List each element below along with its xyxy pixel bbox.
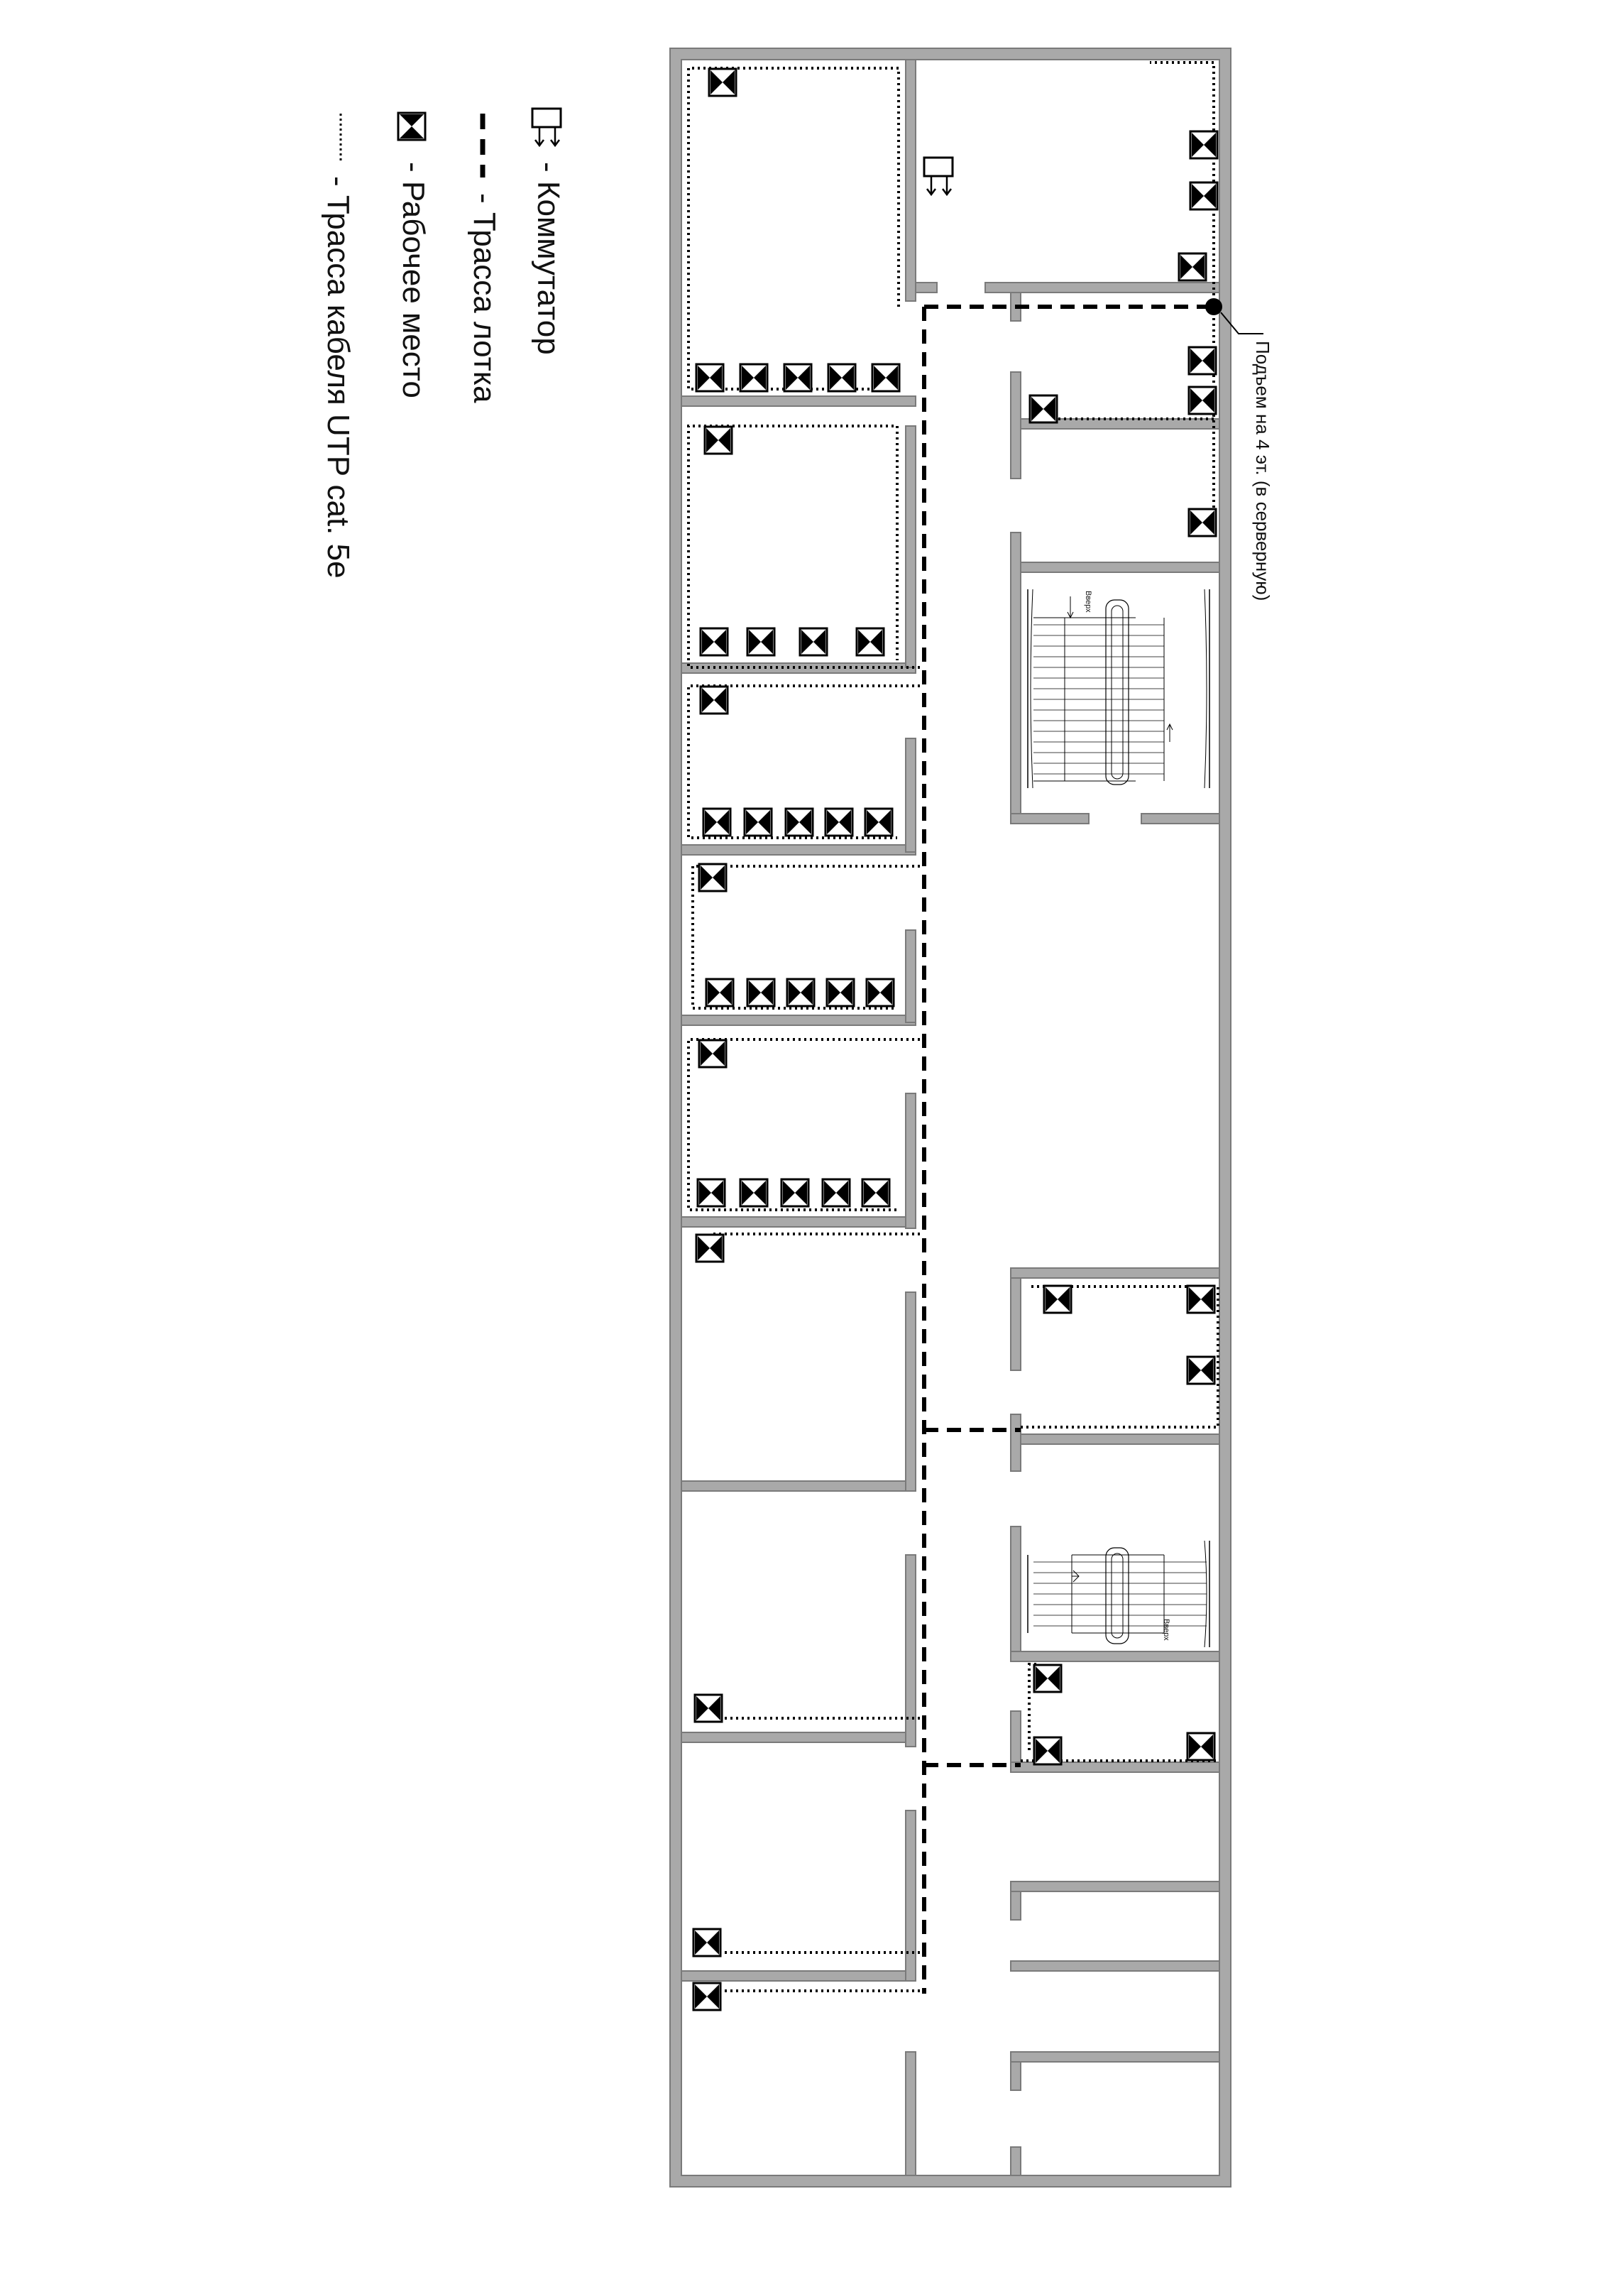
workplace-icon xyxy=(872,364,899,391)
wall-right-stair-1 xyxy=(1011,814,1089,824)
riser-point-icon xyxy=(1205,298,1222,315)
workplace-icon xyxy=(696,364,723,391)
wall-right-stair2-bottom xyxy=(1011,1651,1219,1661)
workplace-icon xyxy=(1187,1733,1214,1760)
workplace-icon xyxy=(1189,509,1216,536)
riser-label: Подъем на 4 эт. (в серверную) xyxy=(1252,341,1273,601)
corridor-wall-left-c xyxy=(906,738,916,852)
wall-right-room-bottom xyxy=(1021,1434,1219,1444)
workplace-icon xyxy=(693,1983,720,2010)
workplace-icon xyxy=(1189,347,1216,374)
workplace-icon xyxy=(825,809,852,836)
corridor-wall-left-f xyxy=(906,1292,916,1491)
workplace-icon xyxy=(698,1179,725,1206)
wall-right-room3-left xyxy=(1011,1891,1021,1920)
corridor-wall-left-e xyxy=(906,1093,916,1228)
workplace-icon xyxy=(706,979,733,1006)
legend-switch-icon xyxy=(532,109,561,146)
wall-right-pillar-2 xyxy=(1011,372,1021,479)
workplace-icon xyxy=(800,628,827,655)
corridor-wall-left-i xyxy=(906,2052,916,2175)
workplace-icon xyxy=(1189,387,1216,414)
wall-right-room-left xyxy=(1011,1278,1021,1370)
workplace-icon xyxy=(787,979,814,1006)
workplace-icon xyxy=(701,628,728,655)
workplace-icon xyxy=(784,364,811,391)
wall-left-3 xyxy=(681,845,916,855)
wall-right-room2-left xyxy=(1011,1711,1021,1768)
workplace-icon xyxy=(740,364,767,391)
workplace-icon xyxy=(1030,395,1057,422)
workplace-icon xyxy=(1179,253,1206,280)
wall-right-pillar-3 xyxy=(1011,532,1021,824)
legend-workplace-label: - Рабочее место xyxy=(396,162,431,398)
legend-cable-label: - Трасса кабеля UTP cat. 5e xyxy=(321,176,356,579)
workplace-icon xyxy=(867,979,894,1006)
workplace-icon xyxy=(823,1179,850,1206)
workplace-icon xyxy=(827,979,854,1006)
wall-right-room-top xyxy=(1011,1268,1219,1278)
workplace-icon xyxy=(693,1929,720,1956)
switch-icon xyxy=(924,158,953,195)
wall-left-8 xyxy=(681,1971,916,1981)
wall-left-4 xyxy=(681,1015,916,1025)
wall-right-stair-top xyxy=(1021,562,1219,572)
wall-right-room4-left xyxy=(1011,2062,1021,2090)
wall-left-1 xyxy=(681,396,916,406)
workplace-icon xyxy=(705,427,732,454)
workplace-icon xyxy=(1190,182,1217,209)
workplace-icon xyxy=(1034,1737,1061,1764)
wall-left-6 xyxy=(681,1481,916,1491)
workplace-icon xyxy=(865,809,892,836)
workplace-icon xyxy=(703,809,730,836)
wall-right-room3-bottom xyxy=(1011,1961,1219,1971)
legend xyxy=(321,109,566,579)
workplace-icon xyxy=(745,809,772,836)
legend-switch-label: - Коммутатор xyxy=(531,162,566,355)
corridor-wall-left-d xyxy=(906,930,916,1022)
workplace-icon xyxy=(699,864,726,891)
workplace-icon xyxy=(699,1040,726,1067)
workplace-icon xyxy=(747,979,774,1006)
workplace-icon xyxy=(696,1235,723,1262)
corridor-wall-left-a xyxy=(906,60,916,301)
wall-right-room-left-b xyxy=(1011,1414,1021,1471)
legend-tray-label: - Трасса лотка xyxy=(467,193,502,403)
workplace-icon xyxy=(1044,1286,1071,1313)
stair-2-up-label: Вверх xyxy=(1162,1619,1170,1641)
workplace-icon xyxy=(1034,1665,1061,1692)
wall-left-5 xyxy=(681,1217,916,1227)
wall-right-stair2-left xyxy=(1011,1526,1021,1661)
workplace-icon xyxy=(709,69,736,96)
corridor-wall-left-b xyxy=(906,426,916,667)
stair-1-up-label: Вверх xyxy=(1084,591,1092,613)
wall-right-top-1 xyxy=(985,283,1219,293)
legend-workplace-icon xyxy=(398,113,425,140)
cable-tray-route xyxy=(924,307,1214,1994)
staircase-2 xyxy=(1028,1541,1209,1647)
workplace-icon xyxy=(695,1695,722,1722)
workplace-icon xyxy=(862,1179,889,1206)
workplace-icon xyxy=(786,809,813,836)
wall-left-7 xyxy=(681,1732,916,1742)
wall-right-room3-top xyxy=(1011,1882,1219,1891)
wall-right-top-1b xyxy=(916,283,937,293)
workplace-icon xyxy=(747,628,774,655)
corridor-wall-left-h xyxy=(906,1810,916,1981)
utp-cable-routes xyxy=(688,62,1218,1991)
wall-right-stair-2 xyxy=(1141,814,1219,824)
workplace-icon xyxy=(701,687,728,714)
workplace-icon xyxy=(740,1179,767,1206)
wall-right-room5-left xyxy=(1011,2147,1021,2175)
workplace-icon xyxy=(828,364,855,391)
wall-right-room4-top xyxy=(1011,2052,1219,2062)
workplace-icon xyxy=(1187,1357,1214,1384)
workplace-icon xyxy=(1190,131,1217,158)
workplace-icon xyxy=(781,1179,808,1206)
workplace-icon xyxy=(857,628,884,655)
workplace-icon xyxy=(1187,1286,1214,1313)
staircase-1 xyxy=(1028,589,1209,788)
